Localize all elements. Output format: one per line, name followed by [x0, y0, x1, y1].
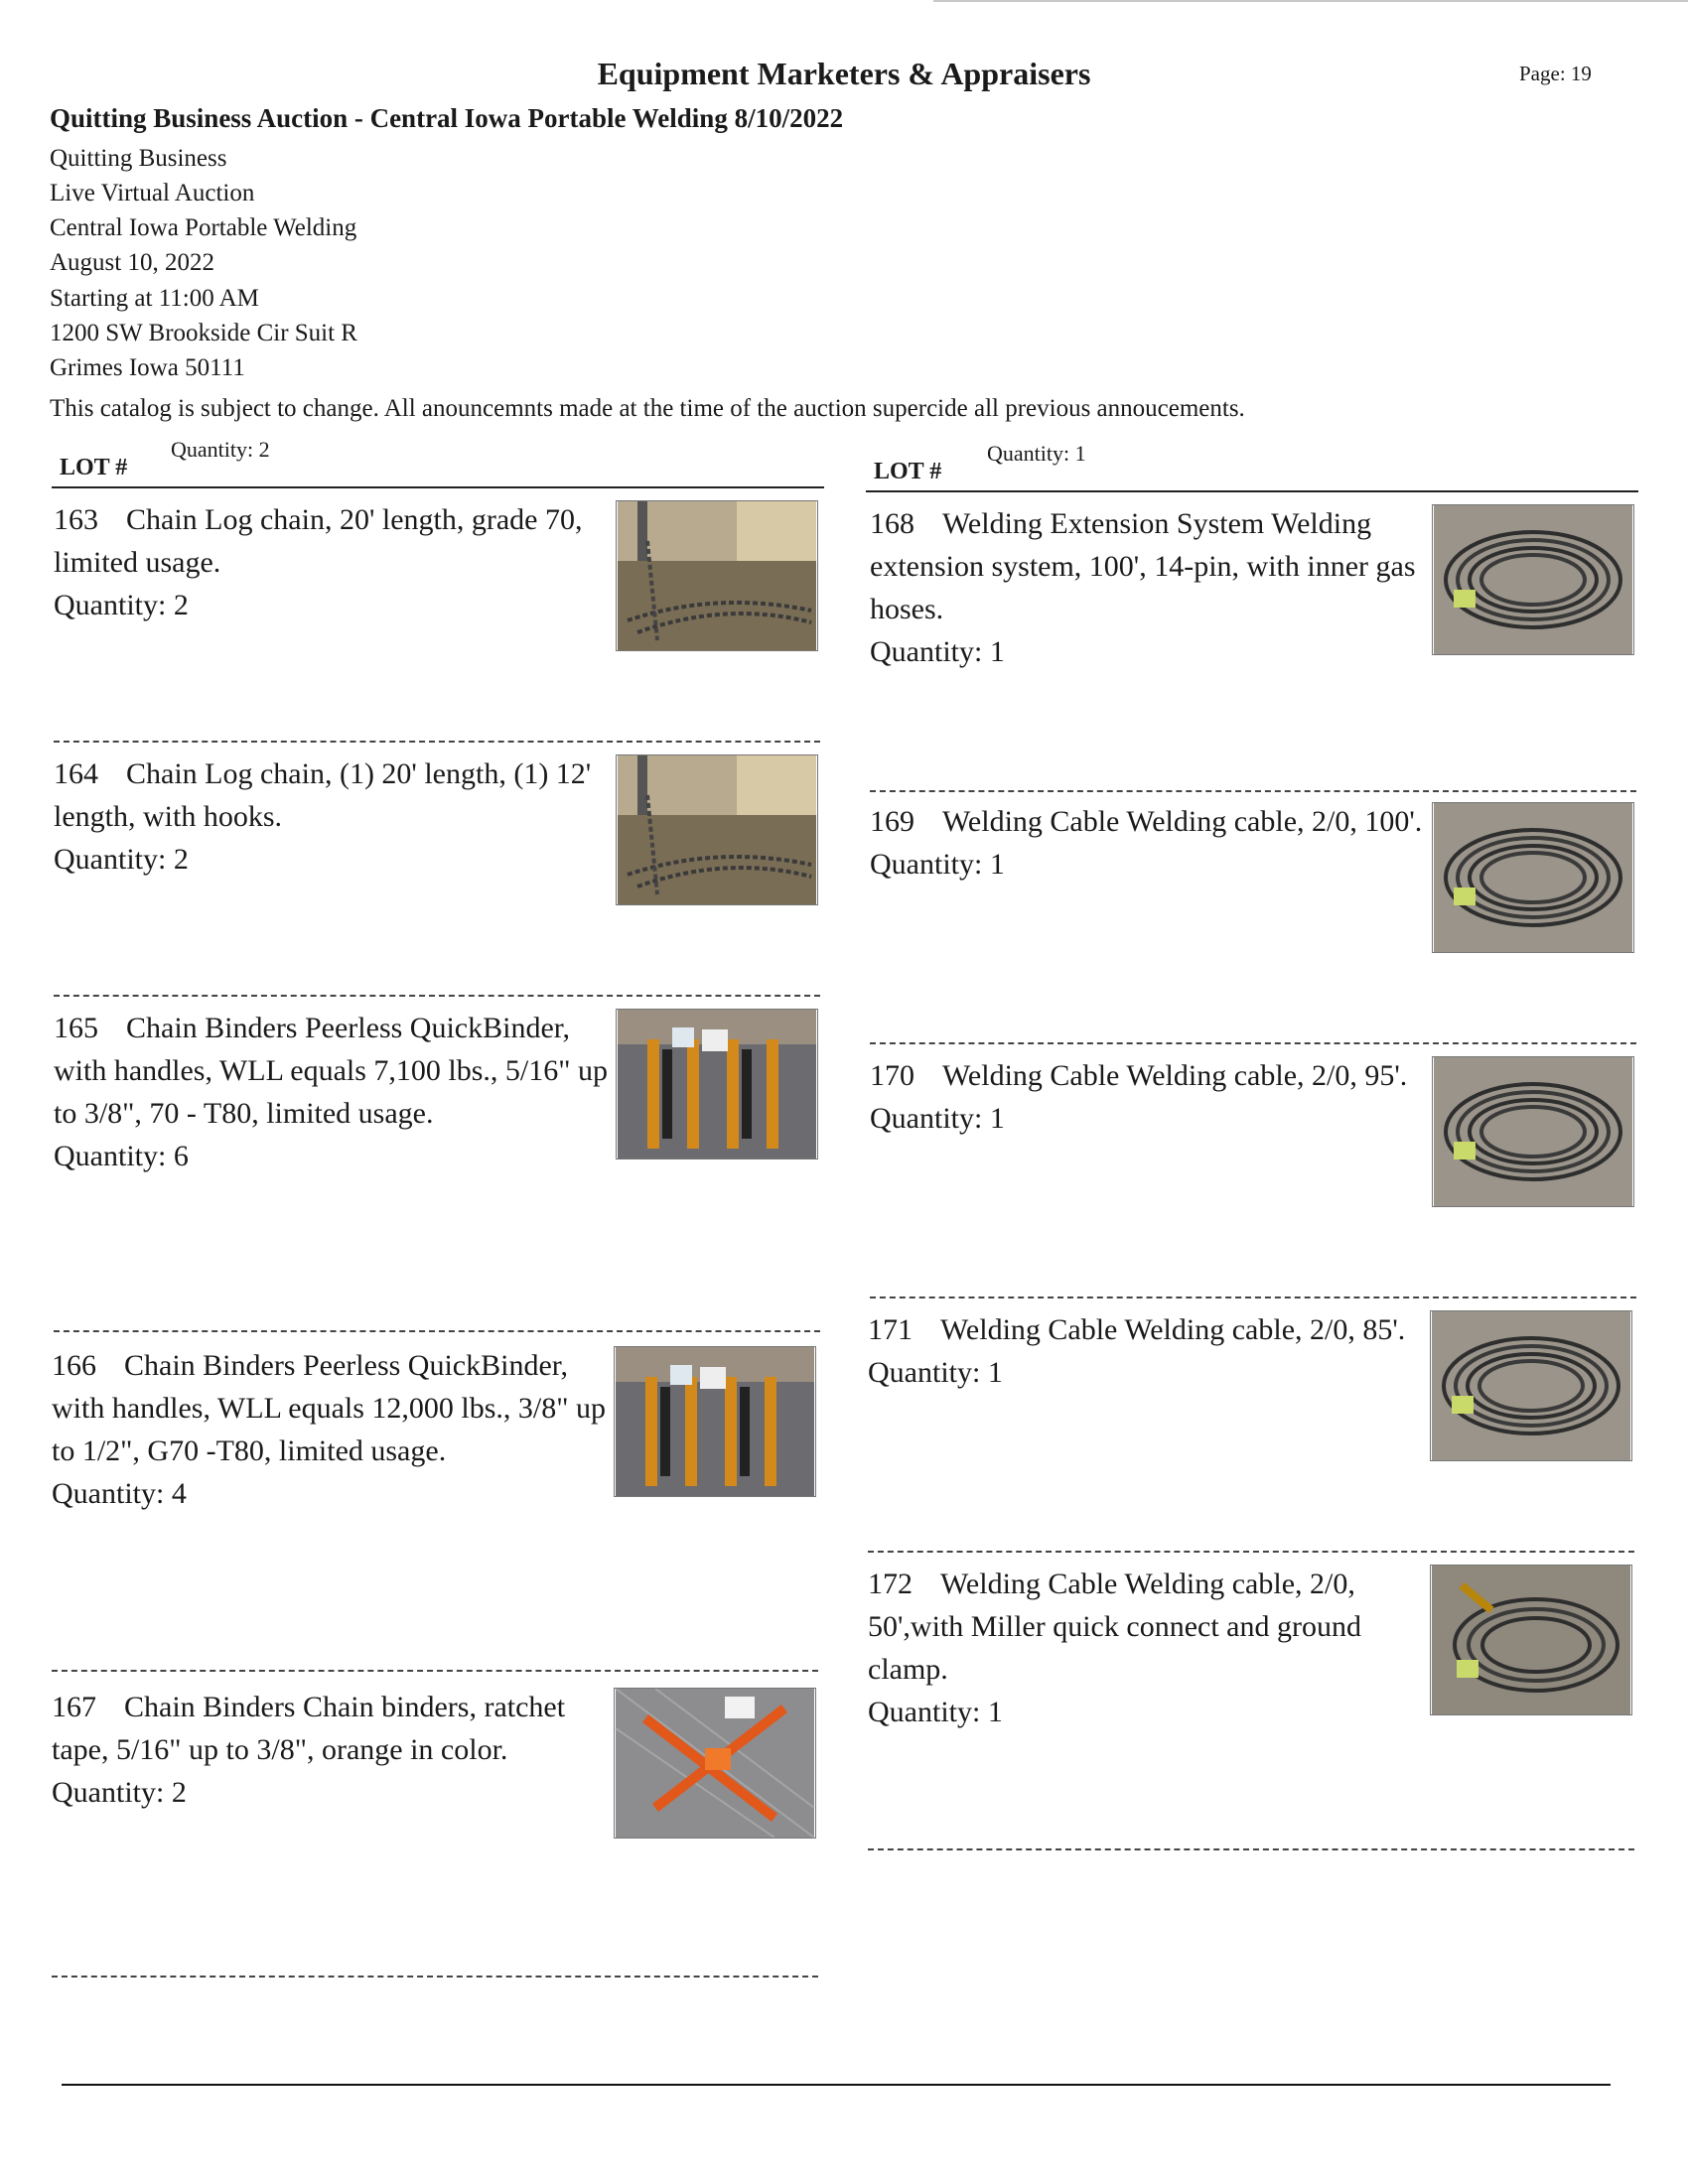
lot-number: 166 — [52, 1349, 96, 1382]
lot-separator — [870, 790, 1636, 792]
lot-quantity: Quantity: 6 — [54, 1140, 189, 1172]
lot-quantity: Quantity: 1 — [870, 848, 1005, 881]
info-line: Quitting Business — [50, 145, 227, 172]
lot-photo — [1432, 1056, 1634, 1207]
company-name: Equipment Marketers & Appraisers — [597, 56, 1091, 91]
info-line: Grimes Iowa 50111 — [50, 354, 245, 381]
lot-photo — [616, 1009, 818, 1160]
lot-photo — [614, 1688, 816, 1839]
lot-number: 168 — [870, 507, 914, 540]
quantity-label: Quantity: 2 — [171, 437, 270, 462]
lot-number: 172 — [868, 1568, 913, 1600]
lot-quantity: Quantity: 4 — [52, 1477, 187, 1510]
lot-quantity: Quantity: 2 — [54, 843, 189, 876]
lot-separator — [870, 1297, 1636, 1298]
lot-number: 164 — [54, 757, 98, 790]
lot-description: Chain Binders Chain binders, ratchet tape, 5/16" up to 3/8", orange in color. — [52, 1691, 566, 1766]
lot-quantity: Quantity: 1 — [870, 635, 1005, 668]
lot-description: Chain Log chain, (1) 20' length, (1) 12' length, with hooks. — [54, 757, 592, 833]
left-column-header — [52, 437, 824, 488]
lot-separator — [52, 1976, 818, 1978]
lot-quantity: Quantity: 1 — [868, 1356, 1003, 1389]
lot-separator — [870, 1042, 1636, 1044]
lot-number-label: LOT # — [60, 455, 128, 480]
page-number: Page: 19 — [1519, 62, 1592, 85]
lot-quantity: Quantity: 1 — [870, 1102, 1005, 1135]
lot-separator — [54, 741, 820, 743]
lot-number: 165 — [54, 1012, 98, 1044]
lot-separator — [52, 1670, 818, 1672]
lot-photo — [616, 754, 818, 905]
lot-separator — [868, 1848, 1634, 1850]
lot-description: Welding Cable Welding cable, 2/0, 100'. — [942, 805, 1423, 838]
lot-number: 163 — [54, 503, 98, 536]
catalog-notice: This catalog is subject to change. All anouncemnts made at the time of the auction supercide all previous annoucements. — [50, 395, 1245, 422]
quantity-label: Quantity: 1 — [987, 441, 1086, 466]
lot-description: Chain Log chain, 20' length, grade 70, limited usage. — [54, 503, 583, 579]
lot-description: Welding Extension System Welding extension system, 100', 14-pin, with inner gas hoses. — [870, 507, 1416, 625]
lot-separator — [54, 995, 820, 997]
lot-number: 169 — [870, 805, 914, 838]
lot-photo — [614, 1346, 816, 1497]
info-line: Starting at 11:00 AM — [50, 285, 259, 312]
info-line: August 10, 2022 — [50, 249, 214, 276]
footer-rule — [62, 2084, 1611, 2086]
lot-photo — [1430, 1310, 1632, 1461]
info-line: 1200 SW Brookside Cir Suit R — [50, 320, 357, 346]
lot-quantity: Quantity: 2 — [52, 1776, 187, 1809]
lot-separator — [54, 1330, 820, 1332]
top-edge-line — [933, 0, 1688, 2]
lot-separator — [868, 1551, 1634, 1553]
lot-description: Welding Cable Welding cable, 2/0, 95'. — [942, 1059, 1408, 1092]
auction-title: Quitting Business Auction - Central Iowa Portable Welding 8/10/2022 — [50, 103, 844, 133]
lot-quantity: Quantity: 2 — [54, 589, 189, 621]
lot-photo — [1430, 1565, 1632, 1715]
lot-number: 171 — [868, 1313, 913, 1346]
lot-quantity: Quantity: 1 — [868, 1696, 1003, 1728]
lot-number-label: LOT # — [874, 459, 942, 484]
lot-photo — [1432, 802, 1634, 953]
lot-number: 170 — [870, 1059, 914, 1092]
lot-photo — [616, 500, 818, 651]
lot-photo — [1432, 504, 1634, 655]
lot-description: Chain Binders Peerless QuickBinder, with handles, WLL equals 7,100 lbs., 5/16" up to 3/8", 70 - T80, limited usage. — [54, 1012, 609, 1130]
lot-description: Welding Cable Welding cable, 2/0, 50',with Miller quick connect and ground clamp. — [868, 1568, 1361, 1686]
lot-description: Welding Cable Welding cable, 2/0, 85'. — [940, 1313, 1406, 1346]
lot-description: Chain Binders Peerless QuickBinder, with handles, WLL equals 12,000 lbs., 3/8" up to 1/2", G70 -T80, limited usage. — [52, 1349, 607, 1467]
info-line: Central Iowa Portable Welding — [50, 214, 357, 241]
right-column-header — [866, 441, 1638, 492]
info-line: Live Virtual Auction — [50, 180, 255, 206]
lot-number: 167 — [52, 1691, 96, 1723]
